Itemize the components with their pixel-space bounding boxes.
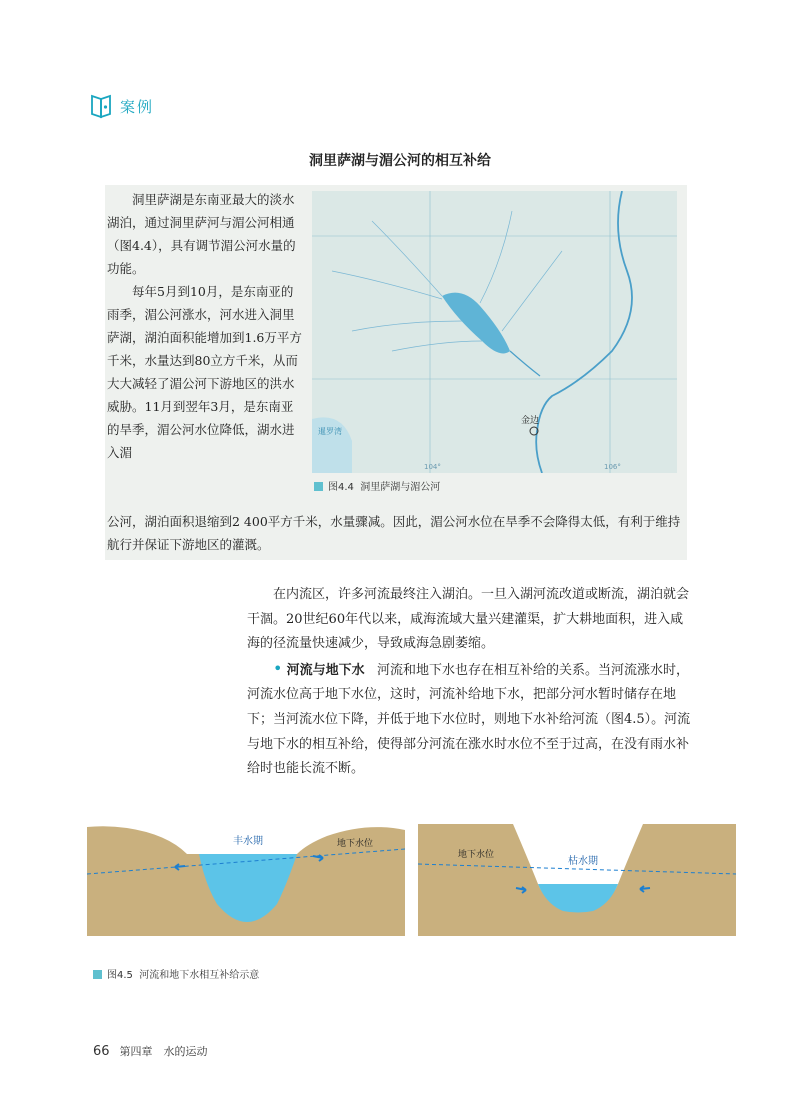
map-caption: [314, 478, 440, 493]
case-label: 案例: [120, 97, 155, 116]
map-caption-text: 洞里萨湖与湄公河: [360, 482, 441, 493]
chapter-title: 第四章 水的运动: [119, 1045, 208, 1058]
figure-caption: [93, 966, 259, 981]
figure-caption-number: 图4.5: [107, 970, 133, 981]
body-paragraph-2-text: 河流和地下水也存在相互补给的关系。当河流涨水时，河流水位高于地下水位，这时，河流补给地下水，把部分河水暂时储存在地下；当河流水位下降，并低于地下水位时，则地下水补给河流（图4.5）。河流与地下水的相互补给，使得部分河流在涨水时水位不至于过高，在没有雨水补给时也能长流不断。: [247, 662, 691, 777]
page-number: 66: [93, 1044, 110, 1059]
longitude-label-106: 106°: [604, 463, 621, 471]
case-text-left: [107, 188, 303, 464]
groundwater-label-right: 地下水位: [458, 850, 495, 860]
soil-right-panel: [418, 824, 736, 936]
section-keyword: 河流与地下水: [286, 662, 365, 678]
caption-tag-icon: [93, 970, 102, 979]
longitude-label-104: 104°: [424, 463, 441, 471]
map-svg: [312, 191, 677, 473]
figure-caption-text: 河流和地下水相互补给示意: [139, 970, 260, 981]
caption-tag-icon: [314, 482, 323, 491]
case-paragraph-2: 每年5月到10月，是东南亚的雨季，湄公河涨水，河水进入洞里萨湖，湖泊面积能增加到1.6万平方千米，水量达到80立方千米，从而大大减轻了湄公河下游地区的洪水威胁。11月到翌年3月，是东南亚的旱季，湄公河水位降低，湖水进入湄: [107, 284, 302, 460]
case-header: [90, 93, 154, 119]
body-paragraph-2: [247, 657, 694, 782]
dry-season-label: 枯水期: [568, 856, 598, 867]
body-text: [247, 583, 694, 782]
gulf-label: 暹罗湾: [318, 427, 342, 436]
bullet-icon: •: [273, 658, 283, 678]
groundwater-label-left: 地下水位: [337, 839, 374, 849]
flood-season-label: 丰水期: [233, 836, 263, 847]
book-icon: [90, 93, 112, 119]
map-caption-number: 图4.4: [328, 482, 354, 493]
case-paragraph-1: 洞里萨湖是东南亚最大的淡水湖泊，通过洞里萨河与湄公河相通（图4.4），具有调节湄公河水量的功能。: [107, 192, 296, 276]
case-paragraph-2-continued: 公河，湖泊面积退缩到2 400平方千米，水量骤减。因此，湄公河水位在旱季不会降得太低，有利于维持航行并保证下游地区的灌溉。: [107, 514, 681, 552]
body-paragraph-1: 在内流区，许多河流最终注入湖泊。一旦入湖河流改道或断流，湖泊就会干涸。20世纪60年代以来，咸海流域大量兴建灌渠，扩大耕地面积，进入咸海的径流量快速减少，导致咸海急剧萎缩。: [247, 587, 690, 652]
figure-flood-season: [87, 824, 405, 936]
map-figure: [312, 191, 677, 473]
case-title: 洞里萨湖与湄公河的相互补给: [309, 153, 491, 169]
figure-dry-season: [418, 824, 736, 936]
page-footer: [93, 1043, 208, 1059]
city-label: 金边: [521, 416, 540, 426]
